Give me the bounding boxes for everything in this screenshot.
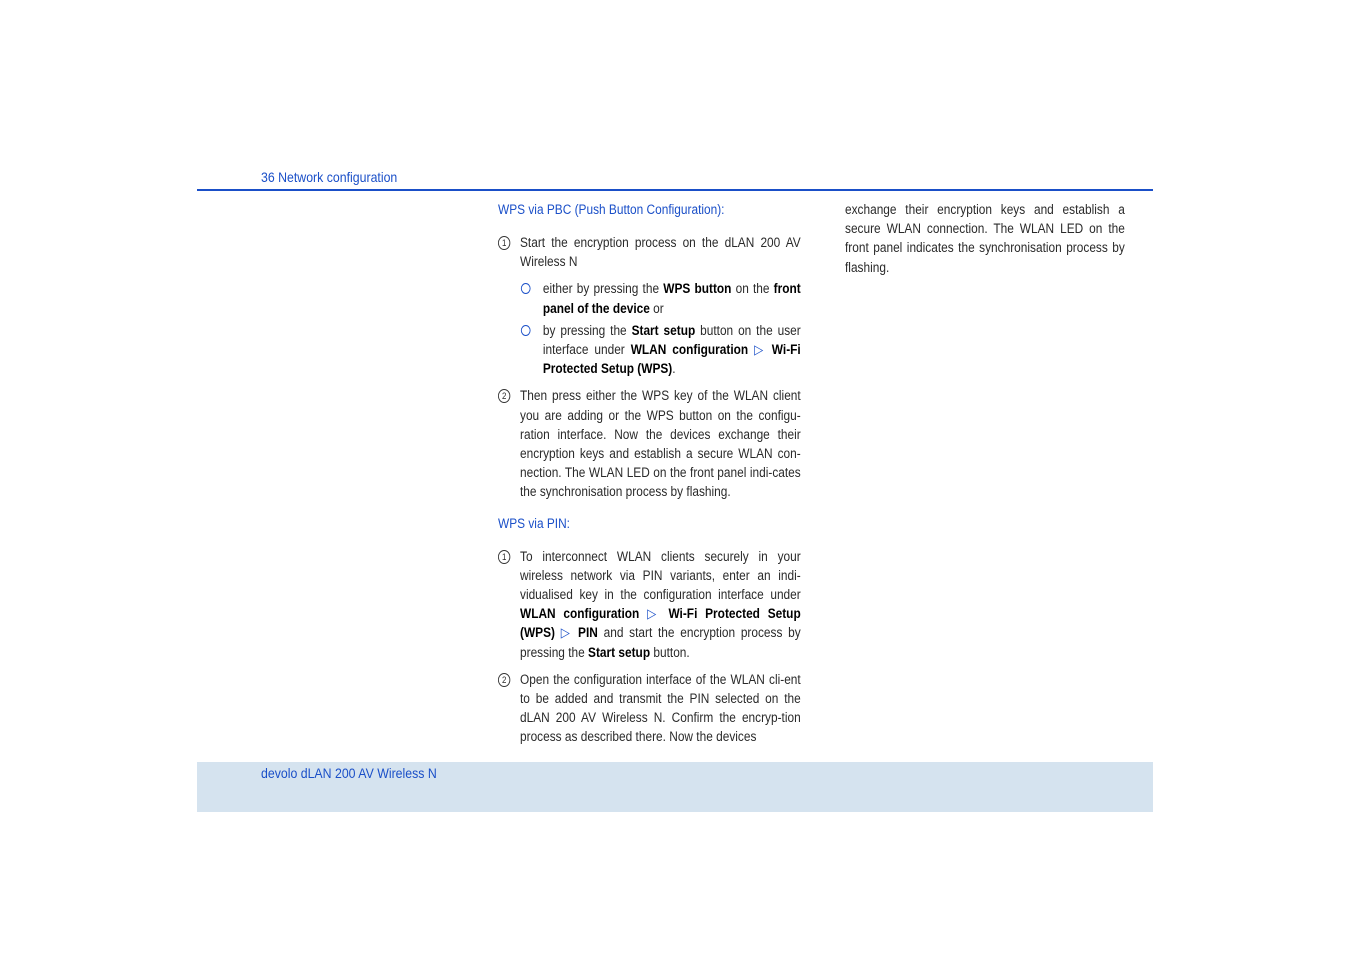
step-text: Start the encryption process on the dLAN 200 AV Wireless N (520, 235, 801, 270)
wps-button-label: WPS button (663, 281, 732, 297)
step-text: Open the configuration interface of the WLAN cli-ent to be added and transmit the PIN selected on the dLAN 200 AV Wireless N. Confirm the encryp-tion process as described there. Now the devices (520, 671, 801, 745)
pin-heading: WPS via PIN: (498, 515, 570, 531)
continuation-paragraph: exchange their encryption keys and establish a secure WLAN connection. The WLAN LED on the front panel indicates the synchronisation process by flashing. (845, 202, 1125, 275)
menu-arrow-icon: ▷ (754, 342, 766, 358)
start-setup-label: Start setup (631, 322, 696, 338)
step-number-icon: 2 (498, 389, 510, 403)
bullet-circle-icon (521, 325, 531, 336)
step-number-icon: 1 (498, 236, 510, 250)
wlan-configuration-label: WLAN configuration (520, 606, 640, 622)
pbc-sub-option-2: by pressing the Start setup button on the user interface under WLAN configuration ▷ Wi-Fi Protected Setup (WPS). (498, 321, 801, 379)
pin-step-2 (498, 670, 801, 747)
front-panel-label: front panel of the device (542, 281, 801, 316)
menu-arrow-icon: ▷ (647, 606, 661, 622)
start-setup-label: Start setup (588, 644, 651, 660)
step-number-icon: 1 (498, 550, 510, 564)
step-number-icon: 2 (498, 673, 510, 687)
pin-menu-label: PIN (578, 625, 598, 641)
wps-menu-label: Wi-Fi Protected Setup (WPS) (542, 342, 801, 377)
pin-step-1: 1 To interconnect WLAN clients securely in your wireless network via PIN variants, enter an indi-vidualised key in the configuration interface under WLAN configuration ▷ Wi-Fi Protected Setup (WPS) ▷ PIN and start the encryption process by pressing the Start setup button. (498, 547, 801, 662)
pbc-step-2 (498, 386, 801, 501)
pbc-heading: WPS via PBC (Push Button Configuration): (498, 202, 725, 217)
footer-product-name: devolo dLAN 200 AV Wireless N (261, 765, 437, 781)
step-text: Then press either the WPS key of the WLAN client you are adding or the WPS button on the configu-ration interface. Now the devices exchange their encryption keys and establish a secure WLAN con-nection. The WLAN LED on the front panel indi-cates the synchronisation process by flashing. (520, 388, 801, 500)
header-rule (197, 189, 1153, 191)
wlan-configuration-label: WLAN configuration (630, 342, 749, 358)
pbc-sub-option-1: either by pressing the WPS button on the front panel of the device or (498, 279, 801, 317)
continuation-column (845, 200, 1163, 277)
main-column (498, 200, 842, 755)
wps-menu-label: Wi-Fi Protected Setup (WPS) (520, 606, 801, 641)
bullet-circle-icon (521, 283, 531, 294)
menu-arrow-icon: ▷ (560, 625, 573, 641)
pbc-step-1 (498, 233, 801, 271)
running-header: 36 Network configuration (261, 169, 398, 185)
